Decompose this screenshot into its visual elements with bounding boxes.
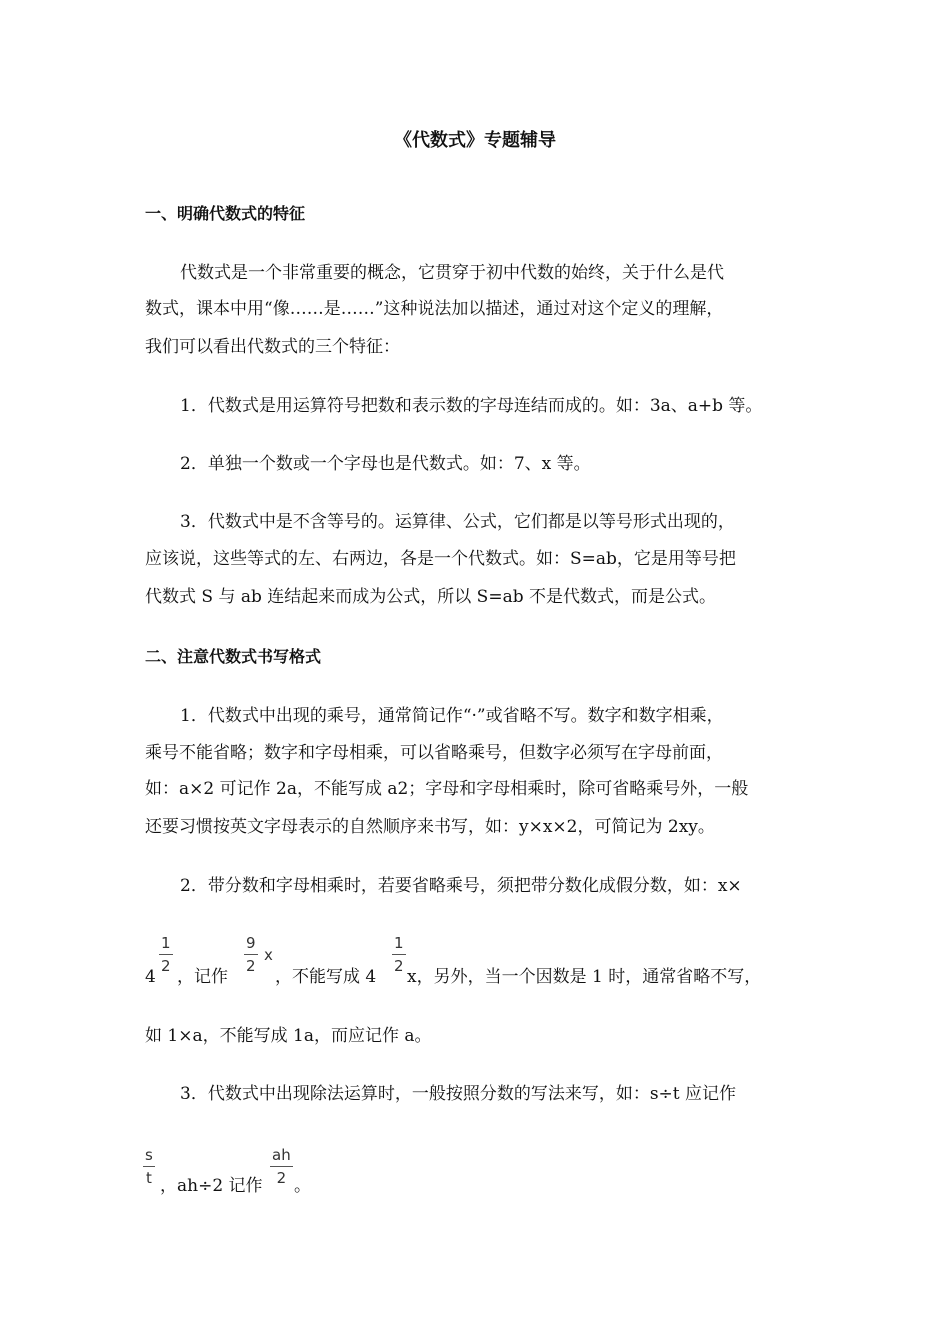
- paragraph-line: 代数式是一个非常重要的概念，它贯穿于初中代数的始终，关于什么是代: [180, 263, 724, 283]
- fraction-denominator: 2: [161, 957, 171, 975]
- fraction-bar: [159, 954, 173, 955]
- fraction-denominator: t: [145, 1169, 152, 1187]
- fraction-numerator: 1: [161, 934, 171, 952]
- list-item-2: 2．单独一个数或一个字母也是代数式。如：7、x 等。: [180, 454, 591, 474]
- list-item-1: 1．代数式中出现的乘号，通常简记作“·”或省略不写。数字和数字相乘，: [180, 706, 724, 726]
- paragraph-line: 代数式 S 与 ab 连结起来而成为公式，所以 S=ab 不是代数式，而是公式。: [145, 587, 716, 607]
- page-title: 《代数式》专题辅导: [394, 130, 556, 151]
- section-heading-1: 一、明确代数式的特征: [145, 204, 306, 223]
- paragraph-line: 如：a×2 可记作 2a，不能写成 a2；字母和字母相乘时，除可省略乘号外，一般: [145, 779, 749, 799]
- list-item-3: 3．代数式中出现除法运算时，一般按照分数的写法来写，如：s÷t 应记作: [180, 1084, 737, 1104]
- fraction-nine-halves: [244, 934, 258, 975]
- paragraph-line: 还要习惯按英文字母表示的自然顺序来书写，如：y×x×2，可简记为 2xy。: [145, 817, 715, 837]
- fraction-bar: [392, 954, 406, 955]
- fraction-numerator: ah: [272, 1146, 291, 1164]
- fraction-bar: [143, 1166, 155, 1167]
- inline-text: ，不能写成 4: [275, 967, 377, 987]
- inline-text: x，另外，当一个因数是 1 时，通常省略不写，: [407, 967, 762, 987]
- paragraph-line: 数式，课本中用“像……是……”这种说法加以描述，通过对这个定义的理解，: [145, 299, 724, 319]
- fraction-variable: x: [264, 946, 273, 964]
- list-item-1: 1．代数式是用运算符号把数和表示数的字母连结而成的。如：3a、a+b 等。: [180, 396, 763, 416]
- inline-text: 。: [294, 1176, 311, 1196]
- fraction-numerator: 9: [246, 934, 256, 952]
- paragraph-line: 如 1×a，不能写成 1a，而应记作 a。: [145, 1026, 432, 1046]
- paragraph-line: 应该说，这些等式的左、右两边，各是一个代数式。如：S=ab，它是用等号把: [145, 549, 736, 569]
- fraction-numerator: s: [145, 1146, 153, 1164]
- paragraph-line: 我们可以看出代数式的三个特征：: [145, 337, 400, 357]
- section-heading-2: 二、注意代数式书写格式: [145, 647, 322, 666]
- fraction-denominator: 2: [394, 957, 404, 975]
- fraction-one-half: [159, 934, 173, 975]
- fraction-denominator: 2: [246, 957, 256, 975]
- inline-text: ，记作: [177, 967, 228, 987]
- fraction-numerator: 1: [394, 934, 404, 952]
- paragraph-line: 乘号不能省略；数字和字母相乘，可以省略乘号，但数字必须写在字母前面，: [145, 743, 723, 763]
- fraction-bar: [244, 954, 258, 955]
- fraction-bar: [270, 1166, 293, 1167]
- list-item-3: 3．代数式中是不含等号的。运算律、公式，它们都是以等号形式出现的，: [180, 512, 735, 532]
- fraction-ah-over-2: [270, 1146, 293, 1187]
- fraction-s-over-t: [143, 1146, 155, 1187]
- fraction-one-half: [392, 934, 406, 975]
- fraction-denominator: 2: [276, 1169, 287, 1187]
- list-item-2: 2．带分数和字母相乘时，若要省略乘号，须把带分数化成假分数，如：x×: [180, 876, 742, 896]
- mixed-number-whole: 4: [145, 967, 156, 987]
- inline-text: ，ah÷2 记作: [160, 1176, 263, 1196]
